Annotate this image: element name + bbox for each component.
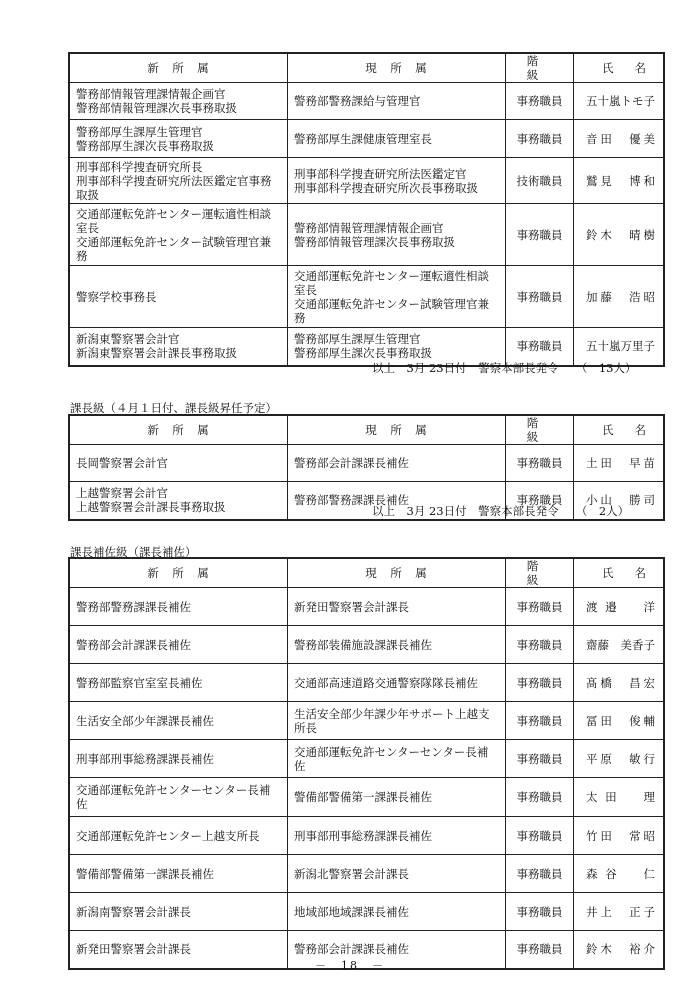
rank-cell: 事務職員 bbox=[506, 893, 574, 931]
new-department-cell: 警察学校事務長 bbox=[69, 266, 288, 328]
new-department-cell: 刑事部科学捜査研究所長 刑事部科学捜査研究所法医鑑定官事務 取扱 bbox=[69, 158, 288, 204]
name-cell: 太田 理 bbox=[574, 778, 665, 817]
header-name: 氏 名 bbox=[574, 53, 665, 83]
new-department-cell: 刑事部刑事総務課課長補佐 bbox=[69, 740, 288, 778]
personnel-table-1 bbox=[68, 52, 665, 367]
new-department-cell: 生活安全部少年課課長補佐 bbox=[69, 702, 288, 740]
new-department-cell: 上越警察署会計官 上越警察署会計課長事務取扱 bbox=[69, 482, 288, 520]
new-department-cell: 新潟東警察署会計官 新潟東警察署会計課長事務取扱 bbox=[69, 328, 288, 366]
current-department-cell: 警備部警備第一課課長補佐 bbox=[288, 778, 506, 817]
table-row bbox=[69, 83, 664, 120]
rank-cell: 事務職員 bbox=[506, 204, 574, 266]
name-cell: 五十嵐万里子 bbox=[574, 328, 665, 366]
header-rank: 階 級 bbox=[506, 53, 574, 83]
rank-cell: 事務職員 bbox=[506, 778, 574, 817]
name-cell: 小山 勝司 bbox=[574, 482, 665, 520]
header-current-dept: 現 所 属 bbox=[288, 53, 506, 83]
current-department-cell: 警務部装備施設課課長補佐 bbox=[288, 626, 506, 664]
table-row bbox=[69, 664, 664, 702]
new-department-cell: 警務部会計課課長補佐 bbox=[69, 626, 288, 664]
table-row bbox=[69, 817, 664, 855]
table-row bbox=[69, 266, 664, 328]
header-new-dept: 新 所 属 bbox=[69, 415, 288, 445]
table-row bbox=[69, 626, 664, 664]
header-current-dept: 現 所 属 bbox=[288, 415, 506, 445]
section-label-kacho: 課長級（４月１日付、課長級昇任予定） bbox=[70, 401, 277, 415]
header-rank: 階 級 bbox=[506, 558, 574, 588]
current-department-cell: 警務部会計課課長補佐 bbox=[288, 445, 506, 482]
current-department-cell: 交通部高速道路交通警察隊隊長補佐 bbox=[288, 664, 506, 702]
page-number: － 18 － bbox=[315, 959, 385, 972]
current-department-cell: 生活安全部少年課少年サポート上越支 所長 bbox=[288, 702, 506, 740]
name-cell: 鈴木 裕介 bbox=[574, 931, 665, 969]
current-department-cell: 警務部情報管理課情報企画官 警務部情報管理課次長事務取扱 bbox=[288, 204, 506, 266]
name-cell: 平原 敏行 bbox=[574, 740, 665, 778]
section-label-kacho-hosa: 課長補佐級（課長補佐） bbox=[70, 545, 197, 559]
table1-footnote: 以上 3月 23日付 警察本部長発令 （ 13人） bbox=[372, 361, 637, 375]
table-header bbox=[69, 53, 664, 83]
rank-cell: 技術職員 bbox=[506, 158, 574, 204]
table-row bbox=[69, 588, 664, 626]
name-cell: 井上 正子 bbox=[574, 893, 665, 931]
name-cell: 音田 優美 bbox=[574, 120, 665, 158]
personnel-table-3 bbox=[68, 557, 665, 970]
table-row bbox=[69, 855, 664, 893]
table-row bbox=[69, 158, 664, 204]
rank-cell: 事務職員 bbox=[506, 266, 574, 328]
table-row bbox=[69, 740, 664, 778]
rank-cell: 事務職員 bbox=[506, 626, 574, 664]
current-department-cell: 交通部運転免許センターセンター長補 佐 bbox=[288, 740, 506, 778]
current-department-cell: 警務部会計課課長補佐 bbox=[288, 931, 506, 969]
header-new-dept: 新 所 属 bbox=[69, 558, 288, 588]
rank-cell: 事務職員 bbox=[506, 855, 574, 893]
new-department-cell: 新潟南警察署会計課長 bbox=[69, 893, 288, 931]
name-cell: 髙橋 昌宏 bbox=[574, 664, 665, 702]
rank-cell: 事務職員 bbox=[506, 588, 574, 626]
table-row bbox=[69, 702, 664, 740]
table2-footnote: 以上 3月 23日付 警察本部長発令 （ 2人） bbox=[372, 504, 630, 518]
name-cell: 鈴木 晴樹 bbox=[574, 204, 665, 266]
header-rank: 階 級 bbox=[506, 415, 574, 445]
rank-cell: 事務職員 bbox=[506, 328, 574, 366]
name-cell: 加藤 浩昭 bbox=[574, 266, 665, 328]
rank-cell: 事務職員 bbox=[506, 931, 574, 969]
new-department-cell: 警務部監察官室室長補佐 bbox=[69, 664, 288, 702]
name-cell: 渡邉 洋 bbox=[574, 588, 665, 626]
rank-cell: 事務職員 bbox=[506, 445, 574, 482]
name-cell: 竹田 常昭 bbox=[574, 817, 665, 855]
rank-cell: 事務職員 bbox=[506, 83, 574, 120]
current-department-cell: 刑事部科学捜査研究所法医鑑定官 刑事部科学捜査研究所次長事務取扱 bbox=[288, 158, 506, 204]
table-header bbox=[69, 415, 664, 445]
new-department-cell: 警務部情報管理課情報企画官 警務部情報管理課次長事務取扱 bbox=[69, 83, 288, 120]
current-department-cell: 地域部地域課課長補佐 bbox=[288, 893, 506, 931]
new-department-cell: 警務部警務課課長補佐 bbox=[69, 588, 288, 626]
header-current-dept: 現 所 属 bbox=[288, 558, 506, 588]
table-row bbox=[69, 893, 664, 931]
new-department-cell: 警備部警備第一課課長補佐 bbox=[69, 855, 288, 893]
rank-cell: 事務職員 bbox=[506, 664, 574, 702]
table-row bbox=[69, 445, 664, 482]
name-cell: 齋藤 美香子 bbox=[574, 626, 665, 664]
new-department-cell: 交通部運転免許センターセンター長補 佐 bbox=[69, 778, 288, 817]
name-cell: 森谷 仁 bbox=[574, 855, 665, 893]
new-department-cell: 警務部厚生課厚生管理官 警務部厚生課次長事務取扱 bbox=[69, 120, 288, 158]
current-department-cell: 交通部運転免許センター運転適性相談 室長 交通部運転免許センター試験管理官兼 務 bbox=[288, 266, 506, 328]
current-department-cell: 新発田警察署会計課長 bbox=[288, 588, 506, 626]
name-cell: 土田 早苗 bbox=[574, 445, 665, 482]
name-cell: 鷲見 博和 bbox=[574, 158, 665, 204]
new-department-cell: 長岡警察署会計官 bbox=[69, 445, 288, 482]
table-row bbox=[69, 778, 664, 817]
rank-cell: 事務職員 bbox=[506, 702, 574, 740]
rank-cell: 事務職員 bbox=[506, 482, 574, 520]
current-department-cell: 刑事部刑事総務課課長補佐 bbox=[288, 817, 506, 855]
table-header bbox=[69, 558, 664, 588]
current-department-cell: 新潟北警察署会計課長 bbox=[288, 855, 506, 893]
rank-cell: 事務職員 bbox=[506, 740, 574, 778]
new-department-cell: 交通部運転免許センター上越支所長 bbox=[69, 817, 288, 855]
new-department-cell: 交通部運転免許センター運転適性相談 室長 交通部運転免許センター試験管理官兼 務 bbox=[69, 204, 288, 266]
header-name: 氏 名 bbox=[574, 558, 665, 588]
current-department-cell: 警務部警務課課長補佐 bbox=[288, 482, 506, 520]
table-row bbox=[69, 204, 664, 266]
new-department-cell: 新発田警察署会計課長 bbox=[69, 931, 288, 969]
name-cell: 五十嵐トモ子 bbox=[574, 83, 665, 120]
current-department-cell: 警務部厚生課健康管理室長 bbox=[288, 120, 506, 158]
current-department-cell: 警務部警務課給与管理官 bbox=[288, 83, 506, 120]
name-cell: 冨田 俊輔 bbox=[574, 702, 665, 740]
header-new-dept: 新 所 属 bbox=[69, 53, 288, 83]
rank-cell: 事務職員 bbox=[506, 817, 574, 855]
table-row bbox=[69, 120, 664, 158]
header-name: 氏 名 bbox=[574, 415, 665, 445]
rank-cell: 事務職員 bbox=[506, 120, 574, 158]
current-department-cell: 警務部厚生課厚生管理官 警務部厚生課次長事務取扱 bbox=[288, 328, 506, 366]
